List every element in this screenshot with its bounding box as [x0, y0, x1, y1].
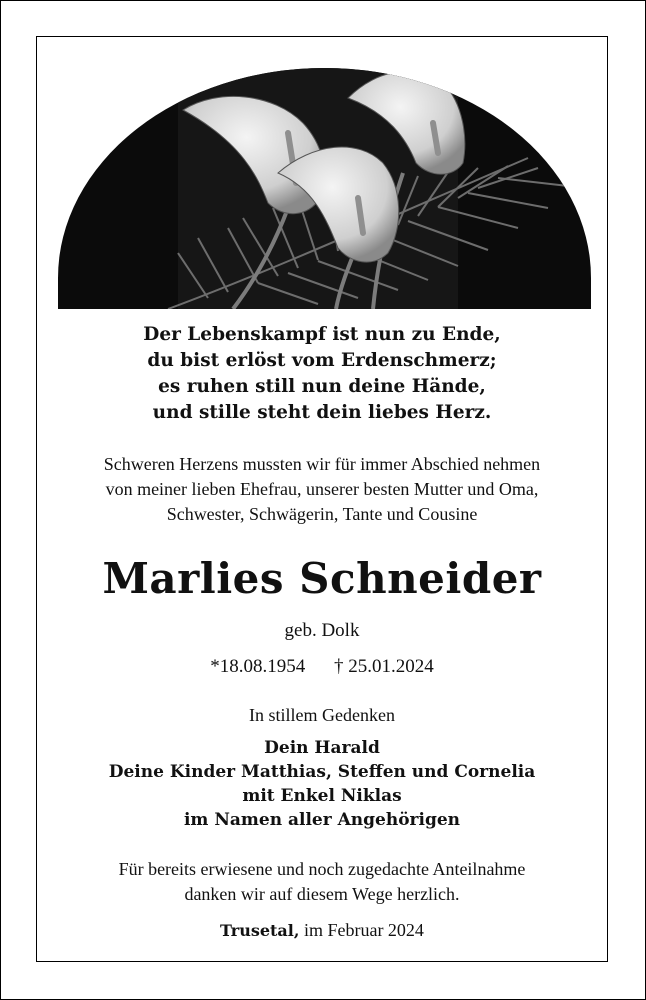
intro-line: von meiner lieben Ehefrau, unserer besten Mutter und Oma,	[105, 479, 539, 499]
birth-date: *18.08.1954	[210, 656, 306, 677]
place-date	[36, 920, 608, 941]
place-name: Trusetal,	[220, 921, 300, 940]
intro-line: Schweren Herzens mussten wir für immer Abschied nehmen	[103, 454, 541, 474]
birth-name: geb. Dolk	[284, 620, 360, 641]
signatory-line: im Namen aller Angehörigen	[183, 810, 461, 830]
memorial-phrase: In stillem Gedenken	[249, 705, 395, 725]
verse-line: und stille steht dein liebes Herz.	[152, 402, 492, 423]
poem-verse	[36, 322, 608, 426]
verse-line: Der Lebenskampf ist nun zu Ende,	[143, 324, 501, 345]
signatory-line: Deine Kinder Matthias, Steffen und Cornelia	[108, 762, 536, 782]
deceased-name: Marlies Schneider	[102, 554, 542, 603]
signatories	[36, 736, 608, 832]
thanks-line: danken wir auf diesem Wege herzlich.	[184, 884, 460, 904]
verse-line: du bist erlöst vom Erdenschmerz;	[147, 350, 497, 371]
life-dates	[36, 656, 608, 678]
thanks-line: Für bereits erwiesene und noch zugedachte Anteilnahme	[118, 859, 526, 879]
signatory-line: Dein Harald	[264, 738, 380, 758]
thanks-text	[36, 857, 608, 907]
calla-lilies-photo	[58, 68, 591, 309]
verse-line: es ruhen still nun deine Hände,	[158, 376, 486, 397]
intro-text	[36, 452, 608, 527]
signatory-line: mit Enkel Niklas	[242, 786, 402, 806]
death-date: † 25.01.2024	[334, 656, 434, 677]
date-text: im Februar 2024	[303, 920, 424, 940]
intro-line: Schwester, Schwägerin, Tante und Cousine	[166, 504, 478, 524]
